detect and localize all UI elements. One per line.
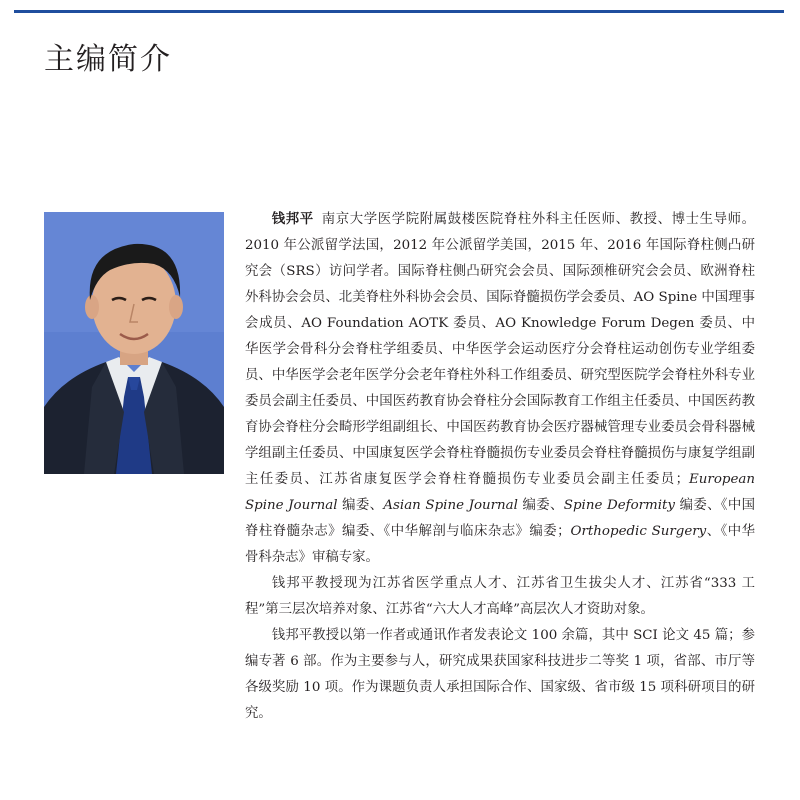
journal-european-spine: European Spine Journal (245, 472, 755, 513)
page-title: 主编简介 (44, 42, 172, 77)
journal-orthopedic-surgery: Orthopedic Surgery (570, 524, 707, 539)
portrait-illustration (44, 212, 224, 474)
bio-sep-1: 编委、 (337, 498, 384, 513)
bio-sep-3: 编委、《中国脊柱脊髓杂志》编委、《中华解剖与临床杂志》编委； (245, 498, 756, 539)
bio-paragraph-1 (245, 206, 755, 571)
bio-text-main: 南京大学医学院附属鼓楼医院脊柱外科主任医师、教授、博士生导师。2010 年公派留学法国，2012 年公派留学美国，2015 年、2016 年国际脊柱侧凸研究会（SRS）访问学者。国际脊柱侧凸研究会会员、国际颈椎研究会会员、欧洲脊柱外科协会会员、北美脊柱外科协会会员、国际脊髓损伤学会委员、AO Spine 中国理事会成员、AO Foundation AOTK 委员、AO Knowledge Forum Degen 委员、中华医学会骨科分会脊柱学组委员、中华医学会运动医疗分会脊柱运动创伤专业学组委员、中华医学会老年医学分会老年脊柱外科工作组委员、研究型医院学会脊柱外科专业委员会副主任委员、中国医药教育协会脊柱分会国际教育工作组主任委员、中国医药教育协会脊柱分会畸形学组副组长、中国医药教育协会医疗器械管理专业委员会骨科器械学组副主任委员、中国康复医学会脊柱脊髓损伤专业委员会脊柱脊髓损伤与康复学组副主任委员、江苏省康复医学会脊柱脊髓损伤专业委员会副主任委员； (245, 212, 755, 487)
bio-sep-2: 编委、 (517, 498, 564, 513)
journal-asian-spine: Asian Spine Journal (383, 498, 518, 513)
bio-sep-4: 、《中华骨科杂志》审稿专家。 (245, 524, 755, 565)
bio-paragraph-2: 钱邦平教授现为江苏省医学重点人才、江苏省卫生拔尖人才、江苏省“333 工程”第三层次培养对象、江苏省“六大人才高峰”高层次人才资助对象。 (245, 576, 755, 617)
editor-name: 钱邦平 (271, 211, 314, 227)
top-rule (14, 10, 784, 13)
journal-spine-deformity: Spine Deformity (563, 498, 675, 513)
portrait-photo (44, 212, 224, 474)
biography (245, 206, 755, 727)
bio-paragraph-3: 钱邦平教授以第一作者或通讯作者发表论文 100 余篇，其中 SCI 论文 45 篇；参编专著 6 部。作为主要参与人，研究成果获国家科技进步二等奖 1 项，省部、市厅等各级奖励 10 项。作为课题负责人承担国际合作、国家级、省市级 15 项科研项目的研究。 (245, 628, 755, 721)
